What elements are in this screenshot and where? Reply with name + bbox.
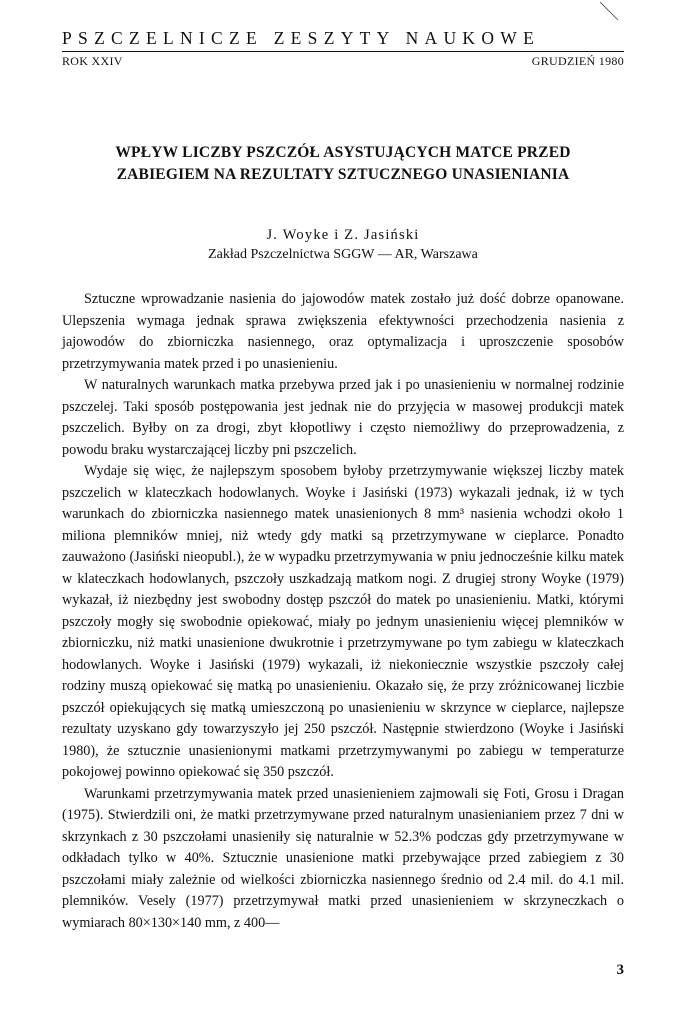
paragraph-1: Sztuczne wprowadzanie nasienia do jajowodów matek zostało już dość dobrze opanowane. Ulepszenia wymaga jednak sprawa zwiększenia efektywności przechodzenia nasienia z jajowodów do zbiorniczka nasiennego, oraz optymalizacja i uproszczenie sposobów przetrzymywania matek przed i po unasienieniu. [62, 291, 624, 372]
journal-title: PSZCZELNICZE ZESZYTY NAUKOWE [62, 28, 541, 48]
article-body [62, 289, 624, 934]
title-line-2: ZABIEGIEM NA REZULTATY SZTUCZNEGO UNASIENIANIA [116, 166, 570, 183]
header-rule [62, 51, 624, 52]
page [62, 28, 624, 934]
volume-label: ROK XXIV [62, 54, 123, 68]
authors: J. Woyke i Z. Jasiński [266, 227, 420, 243]
issue-date: GRUDZIEŃ 1980 [531, 54, 624, 68]
affiliation: Zakład Pszczelnictwa SGGW — AR, Warszawa [208, 247, 478, 262]
paragraph-2: W naturalnych warunkach matka przebywa przed jak i po unasienieniu w normalnej rodzinie pszczelej. Taki sposób postępowania jest jednak nie do przyjęcia w masowej produkcji matek pszczelich. Byłby on za drogi, zbyt kłopotliwy i często niemożliwy do przeprowadzenia, z powodu braku wystarczającej liczby pni pszczelich. [62, 377, 624, 458]
corner-mark-icon [600, 2, 620, 22]
paragraph-3: Wydaje się więc, że najlepszym sposobem byłoby przetrzymywanie większej liczby matek pszczelich w klateczkach hodowlanych. Woyke i Jasiński (1973) wykazali jednak, iż w tych warunkach do zbiorniczka nasiennego matek unasienionych 8 mm³ nasienia wchodzi około 1 miliona plemników mniej, niż wtedy gdy matki są przetrzymywane w cieplarce. Ponadto zauważono (Jasiński nieopubl.), że w wypadku przetrzymywania w pniu jednocześnie kilku matek w klateczkach hodowlanych, pszczoły uszkadzają matkom nogi. Z drugiej strony Woyke (1979) wykazał, iż niezbędny jest swobodny dostęp pszczół do matek po unasienieniu. Matki, którymi pszczoły mogły się swobodnie opiekować, miały po jednym unasienieniu więcej plemników w zbiorniczku, niż matki unasienione dwukrotnie i przetrzymywane po tym zabiegu w klateczkach hodowlanych. Woyke i Jasiński (1979) wykazali, iż niekoniecznie wszystkie pszczoły całej rodziny muszą opiekować się matką po unasienieniu. Okazało się, że przy zróżnicowanej liczbie pszczół opiekujących się matką umieszczoną po unasienieniu w skrzynce w cieplarce, najlepsze rezultaty uzyskano gdy towarzyszyło jej 250 pszczół. Następnie stwierdzono (Woyke i Jasiński 1980), że sztucznie unasienionymi matkami przetrzymywanymi po zabiegu w temperaturze pokojowej powinno opiekować się 350 pszczół. [62, 463, 624, 780]
article-title [62, 142, 624, 186]
paragraph-4: Warunkami przetrzymywania matek przed unasienieniem zajmowali się Foti, Grosu i Dragan (1975). Stwierdzili oni, że matki przetrzymywane przed naturalnym unasienianiem przez 7 dni w skrzynkach z 30 pszczołami unasieniły się naturalnie w 52.3% podczas gdy przetrzymywane w odkładach tylko w 40%. Sztucznie unasienione matki przebywające przed zabiegiem z 30 pszczołami miały zależnie od wielkości zbiorniczka nasiennego średnio od 2.4 mil. do 4.1 mil. plemników. Vesely (1977) przetrzymywał matki przed unasienieniem w skrzyneczkach o wymiarach 80×130×140 mm, z 400— [62, 785, 624, 931]
title-line-1: WPŁYW LICZBY PSZCZÓŁ ASYSTUJĄCYCH MATCE PRZED [115, 144, 571, 161]
page-number: 3 [616, 962, 624, 978]
header-meta [62, 54, 624, 69]
